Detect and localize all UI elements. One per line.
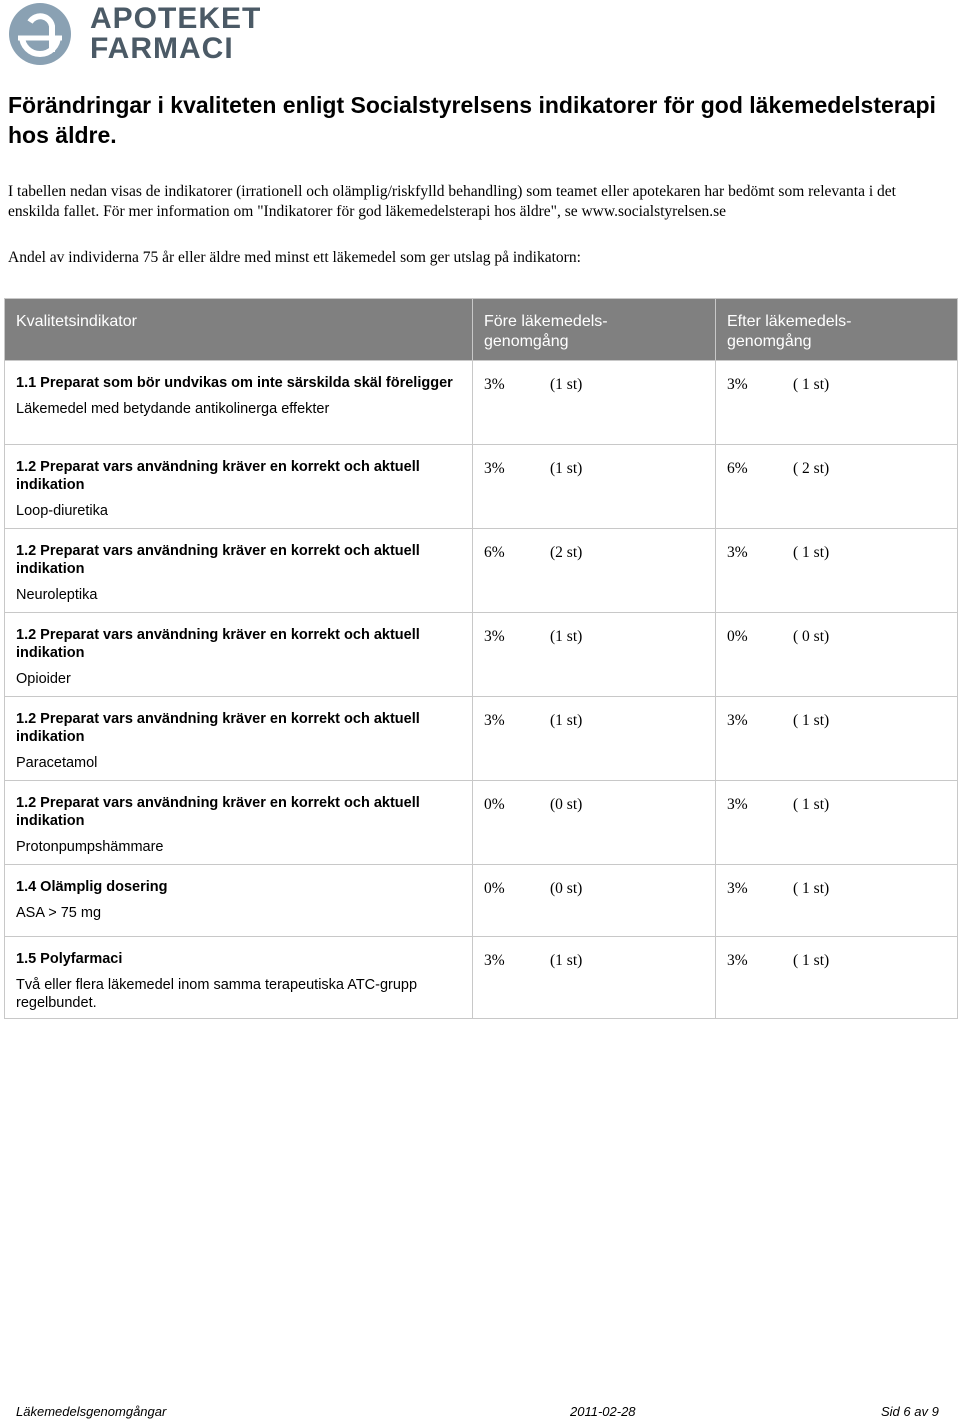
footer-left: Läkemedelsgenomgångar bbox=[16, 1404, 167, 1419]
indicator-title: 1.2 Preparat vars användning kräver en korrekt och aktuell indikation bbox=[16, 543, 420, 577]
after-count: ( 1 st) bbox=[793, 544, 830, 561]
after-count: ( 0 st) bbox=[793, 628, 830, 645]
before-percent: 3% bbox=[484, 460, 505, 477]
indicator-table bbox=[4, 298, 958, 1019]
indicator-detail: Loop-diuretika bbox=[16, 503, 108, 519]
indicator-detail: Paracetamol bbox=[16, 755, 98, 771]
before-cell bbox=[473, 361, 716, 445]
before-cell bbox=[473, 697, 716, 781]
indicator-cell bbox=[5, 445, 473, 529]
indicator-title: 1.2 Preparat vars användning kräver en korrekt och aktuell indikation bbox=[16, 459, 420, 493]
before-cell bbox=[473, 613, 716, 697]
indicator-cell bbox=[5, 865, 473, 937]
after-percent: 3% bbox=[727, 796, 748, 813]
table-header-row bbox=[5, 299, 958, 361]
indicator-detail: Neuroleptika bbox=[16, 587, 98, 603]
table-row bbox=[5, 697, 958, 781]
indicator-title: 1.4 Olämplig dosering bbox=[16, 879, 168, 895]
indicator-title: 1.5 Polyfarmaci bbox=[16, 951, 123, 967]
after-percent: 0% bbox=[727, 628, 748, 645]
header-indicator: Kvalitetsindikator bbox=[5, 299, 473, 361]
before-cell bbox=[473, 937, 716, 1019]
after-count: ( 1 st) bbox=[793, 796, 830, 813]
before-percent: 3% bbox=[484, 376, 505, 393]
table-row bbox=[5, 781, 958, 865]
page-title: Förändringar i kvaliteten enligt Socialstyrelsens indikatorer för god läkemedelsterapi hos äldre. bbox=[8, 92, 936, 148]
before-cell bbox=[473, 865, 716, 937]
after-cell bbox=[716, 865, 958, 937]
after-cell bbox=[716, 529, 958, 613]
before-percent: 6% bbox=[484, 544, 505, 561]
indicator-cell bbox=[5, 529, 473, 613]
indicator-cell bbox=[5, 613, 473, 697]
table-row bbox=[5, 529, 958, 613]
apoteket-logo bbox=[8, 2, 262, 66]
before-count: (1 st) bbox=[550, 628, 583, 645]
table-row bbox=[5, 613, 958, 697]
after-cell bbox=[716, 361, 958, 445]
indicator-cell bbox=[5, 781, 473, 865]
after-count: ( 1 st) bbox=[793, 880, 830, 897]
table-row bbox=[5, 445, 958, 529]
logo-text-apoteket: APOTEKET bbox=[90, 2, 262, 35]
after-percent: 3% bbox=[727, 544, 748, 561]
after-cell bbox=[716, 697, 958, 781]
before-cell bbox=[473, 781, 716, 865]
table-row bbox=[5, 361, 958, 445]
indicator-detail: Protonpumpshämmare bbox=[16, 839, 164, 855]
after-count: ( 1 st) bbox=[793, 712, 830, 729]
after-count: ( 1 st) bbox=[793, 376, 830, 393]
indicator-title: 1.2 Preparat vars användning kräver en korrekt och aktuell indikation bbox=[16, 627, 420, 661]
before-cell bbox=[473, 529, 716, 613]
after-cell bbox=[716, 613, 958, 697]
indicator-cell bbox=[5, 937, 473, 1019]
after-percent: 3% bbox=[727, 880, 748, 897]
before-percent: 3% bbox=[484, 628, 505, 645]
before-percent: 0% bbox=[484, 880, 505, 897]
logo-text-farmaci: FARMACI bbox=[90, 32, 234, 65]
table-row bbox=[5, 865, 958, 937]
before-percent: 0% bbox=[484, 796, 505, 813]
indicator-cell bbox=[5, 361, 473, 445]
after-cell bbox=[716, 781, 958, 865]
intro-paragraph: I tabellen nedan visas de indikatorer (irrationell och olämplig/riskfylld behandling) som teamet eller apotekaren har bedömt som relevanta i det enskilda fallet. För mer information om "Indikatorer för god läkemedelsterapi hos äldre", se www.socialstyrelsen.se bbox=[8, 183, 896, 220]
before-count: (1 st) bbox=[550, 952, 583, 969]
after-percent: 3% bbox=[727, 712, 748, 729]
table-row bbox=[5, 937, 958, 1019]
indicator-cell bbox=[5, 697, 473, 781]
before-count: (0 st) bbox=[550, 880, 583, 897]
after-percent: 6% bbox=[727, 460, 748, 477]
footer-date: 2011-02-28 bbox=[570, 1404, 636, 1419]
indicator-title: 1.2 Preparat vars användning kräver en korrekt och aktuell indikation bbox=[16, 711, 420, 745]
header-after: Efter läkemedels- genomgång bbox=[716, 299, 958, 361]
after-cell bbox=[716, 937, 958, 1019]
indicator-detail: Opioider bbox=[16, 671, 71, 687]
before-percent: 3% bbox=[484, 712, 505, 729]
before-count: (1 st) bbox=[550, 376, 583, 393]
header-before: Före läkemedels- genomgång bbox=[473, 299, 716, 361]
indicator-detail: Två eller flera läkemedel inom samma terapeutiska ATC-grupp regelbundet. bbox=[16, 977, 418, 1011]
indicator-title: 1.2 Preparat vars användning kräver en korrekt och aktuell indikation bbox=[16, 795, 420, 829]
before-count: (0 st) bbox=[550, 796, 583, 813]
after-percent: 3% bbox=[727, 952, 748, 969]
table-caption: Andel av individerna 75 år eller äldre med minst ett läkemedel som ger utslag på indikatorn: bbox=[8, 249, 581, 266]
before-cell bbox=[473, 445, 716, 529]
after-percent: 3% bbox=[727, 376, 748, 393]
indicator-detail: Läkemedel med betydande antikolinerga effekter bbox=[16, 401, 330, 417]
after-count: ( 2 st) bbox=[793, 460, 830, 477]
logo-mark-icon bbox=[8, 2, 78, 66]
indicator-title: 1.1 Preparat som bör undvikas om inte särskilda skäl föreligger bbox=[16, 375, 453, 391]
footer-page: Sid 6 av 9 bbox=[881, 1404, 939, 1419]
before-count: (1 st) bbox=[550, 460, 583, 477]
before-count: (2 st) bbox=[550, 544, 583, 561]
indicator-detail: ASA > 75 mg bbox=[16, 905, 102, 921]
after-count: ( 1 st) bbox=[793, 952, 830, 969]
after-cell bbox=[716, 445, 958, 529]
before-percent: 3% bbox=[484, 952, 505, 969]
before-count: (1 st) bbox=[550, 712, 583, 729]
